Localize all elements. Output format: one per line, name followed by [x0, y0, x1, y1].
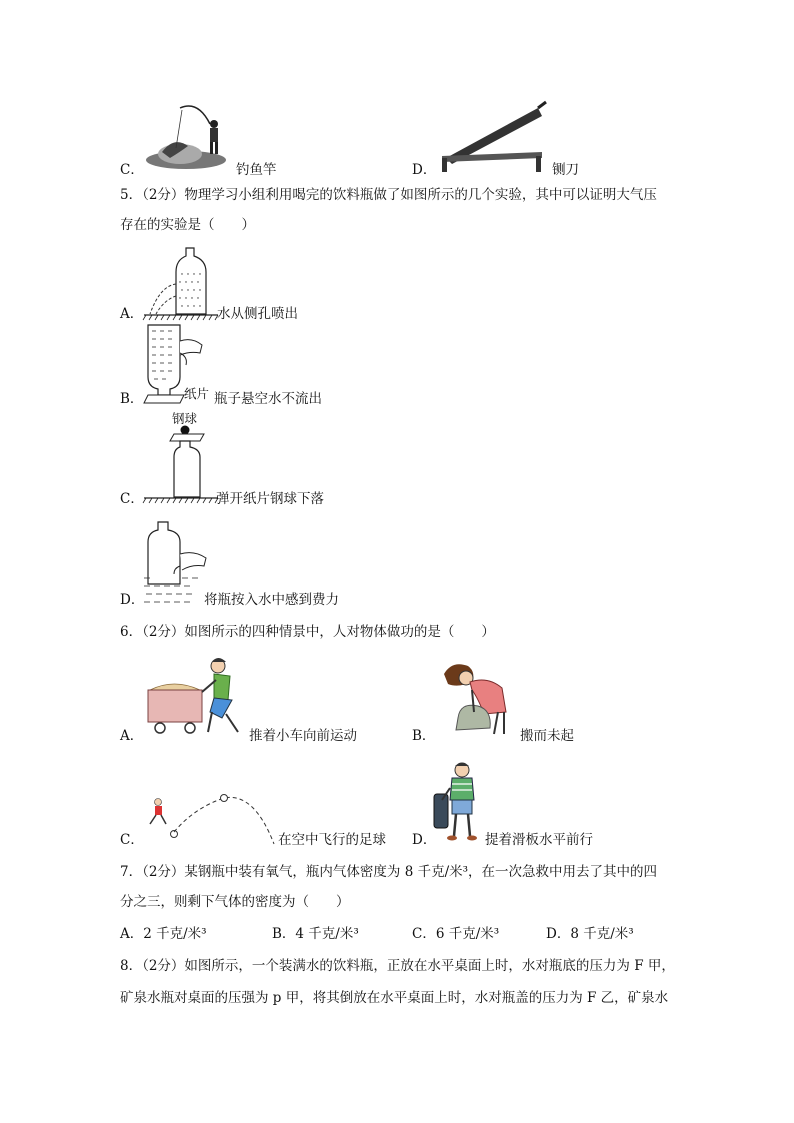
q7-stem-line1: 7．（2分）某钢瓶中装有氧气，瓶内气体密度为 8 千克/米³，在一次急救中用去了其中的四 — [120, 864, 658, 880]
q4-option-d-label: 铡刀 — [552, 162, 579, 178]
q6-option-c-label: 在空中飞行的足球 — [278, 832, 386, 848]
q6-option-c-letter: C． — [120, 832, 144, 848]
q6-stem: 6．（2分）如图所示的四种情景中，人对物体做功的是（ ） — [120, 624, 495, 640]
q5-option-c-label: 弹开纸片钢球下落 — [216, 491, 324, 507]
carrying-skateboard-figure — [430, 760, 482, 844]
bottle-steel-ball-figure — [142, 425, 222, 507]
pushing-cart-figure — [144, 656, 248, 740]
q7-option-c: C．6 千克/米³ — [412, 926, 500, 942]
q5-option-a-label: 水从侧孔喷出 — [217, 306, 298, 322]
q5-option-d-label: 将瓶按入水中感到费力 — [204, 592, 339, 608]
lifting-rock-figure — [438, 654, 518, 740]
q5-option-a-letter: A． — [120, 306, 144, 322]
q7-option-b: B．4 千克/米³ — [272, 926, 359, 942]
q5-option-b-label: 瓶子悬空水不流出 — [214, 391, 322, 407]
bottle-side-hole-figure — [142, 244, 222, 324]
bottle-pressed-water-figure — [142, 518, 212, 606]
flying-football-figure — [144, 788, 278, 848]
q5-option-b-figure-label: 纸片 — [184, 386, 210, 401]
fishing-rod-figure — [144, 102, 236, 176]
q6-option-d-label: 提着滑板水平前行 — [485, 832, 593, 848]
q7-option-d: D．8 千克/米³ — [546, 926, 634, 942]
q6-option-b-label: 搬而未起 — [520, 728, 574, 744]
q4-option-c-letter: C． — [120, 162, 144, 178]
q6-option-a-letter: A． — [120, 728, 144, 744]
q5-stem-line2: 存在的实验是（ ） — [120, 217, 255, 233]
guillotine-cutter-figure — [438, 100, 548, 174]
q6-option-b-letter: B． — [412, 728, 436, 744]
q5-stem-line1: 5．（2分）物理学习小组利用喝完的饮料瓶做了如图所示的几个实验，其中可以证明大气压 — [120, 187, 657, 203]
q8-stem-line2: 矿泉水瓶对桌面的压强为 p 甲，将其倒放在水平桌面上时，水对瓶盖的压力为 F 乙，矿泉水 — [120, 990, 669, 1006]
q5-option-d-letter: D． — [120, 592, 145, 608]
q4-option-c-label: 钓鱼竿 — [236, 162, 277, 178]
q6-option-a-label: 推着小车向前运动 — [249, 728, 357, 744]
q7-option-a: A．2 千克/米³ — [120, 926, 207, 942]
q7-stem-line2: 分之三，则剩下气体的密度为（ ） — [120, 894, 350, 910]
q5-option-b-letter: B． — [120, 391, 144, 407]
q5-option-c-figure-label: 钢球 — [172, 411, 198, 426]
q5-option-c-letter: C． — [120, 491, 144, 507]
q4-option-d-letter: D． — [412, 162, 437, 178]
q6-option-d-letter: D． — [412, 832, 437, 848]
q8-stem-line1: 8．（2分）如图所示，一个装满水的饮料瓶，正放在水平桌面上时，水对瓶底的压力为 F 甲， — [120, 958, 675, 974]
